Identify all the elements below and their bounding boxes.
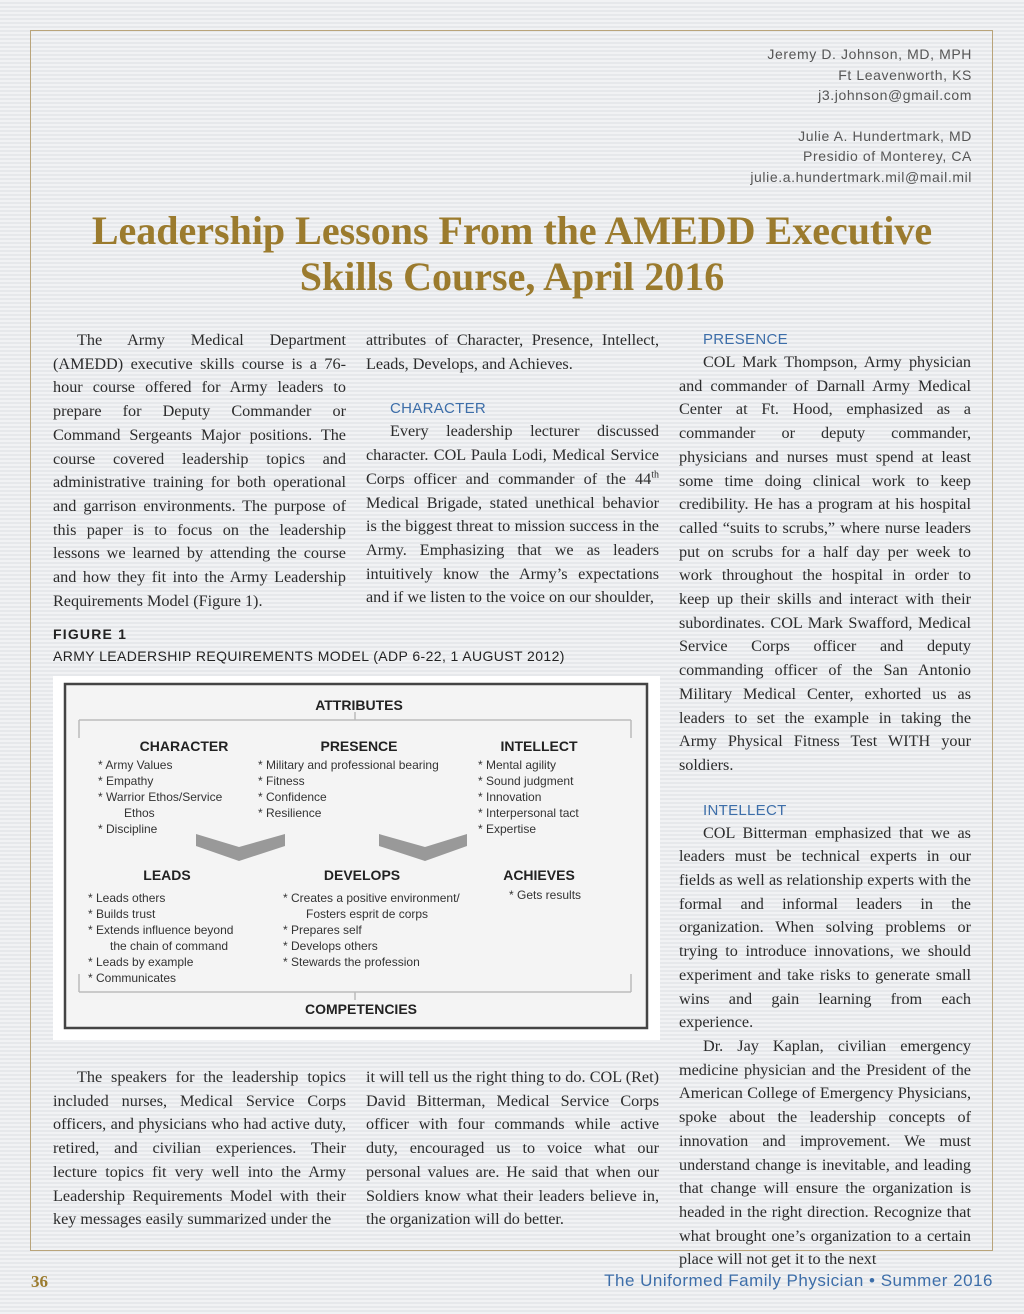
character-item: * Empathy (98, 774, 154, 788)
competencies-heading: COMPETENCIES (304, 1001, 418, 1017)
figure-caption: ARMY LEADERSHIP REQUIREMENTS MODEL (ADP 6-22, 1 AUGUST 2012) (53, 648, 565, 664)
section-heading-character: CHARACTER (390, 400, 487, 418)
article-title-line1: Leadership Lessons From the AMEDD Executive (91, 208, 933, 253)
article-title (40, 208, 984, 300)
paragraph: COL Mark Thompson, Army physician and commander of Darnall Army Medical Center at Ft. Hood, emphasized as a commander or deputy commander, physicians and nurses must spend at least some time doing clinical work to keep credibility. He has a program at his hospital called “suits to scrubs,” where nurse leaders put on scrubs for a half day per week to work throughout the hospital in order to keep up their skills and interact with their subordinates. COL Mark Swafford, Medical Service Corps officer and deputy commanding officer of the San Antonio Military Medical Center, exhorted us as leaders to set the example in taking the Army Physical Fitness Test WITH your soldiers. (679, 353, 971, 774)
figure-leadership-model (53, 676, 660, 1040)
develops-item: Fosters esprit de corps (306, 907, 429, 921)
presence-item: * Resilience (258, 806, 322, 820)
presence-heading: PRESENCE (320, 738, 398, 754)
page-number: 36 (31, 1272, 48, 1291)
character-heading: CHARACTER (139, 738, 229, 754)
author-block (572, 44, 972, 187)
author-email[interactable]: julie.a.hundertmark.mil@mail.mil (750, 168, 972, 185)
intellect-heading: INTELLECT (500, 738, 578, 754)
figure-diagram (53, 676, 660, 1040)
leads-item: * Leads by example (88, 955, 194, 969)
paragraph: it will tell us the right thing to do. COL (Ret) David Bitterman, Medical Service Corps officer with four commands while active duty, encouraged us to voice what our personal values are. He said that when our Soldiers know what their leaders believe in, the organization will do better. (366, 1068, 659, 1229)
character-item: * Warrior Ethos/Service (98, 790, 223, 804)
author-name: Jeremy D. Johnson, MD, MPH (767, 46, 972, 62)
develops-item: * Creates a positive environment/ (283, 891, 460, 905)
develops-item: * Prepares self (283, 923, 362, 937)
paragraph-text: Medical Brigade, stated unethical behavior is the biggest threat to mission success in the Army. Emphasizing that we as leaders intuitively know the Army’s expectations and if we listen to the voice on our shoulder, (366, 493, 659, 607)
paragraph: COL Bitterman emphasized that we as leaders must be technical experts in our fields as well as relationship experts with the formal and informal leaders in the organization. When solving problems or trying to introduce innovations, we should experiment and take risks to generate small wins and gain learning from each experience. (679, 823, 971, 1032)
intellect-item: * Expertise (478, 822, 537, 836)
paragraph: Dr. Jay Kaplan, civilian emergency medicine physician and the President of the American College of Emergency Physicians, spoke about the leadership concepts of innovation and improvement. We must understand change is inevitable, and leading that change will ensure the organization is headed in the right direction. Recognize that what brought one’s organization to a certain place will not get it to the next (679, 1036, 971, 1269)
paragraph: The Army Medical Department (AMEDD) executive skills course is a 76-hour course offered for Army leaders to prepare for Deputy Commander or Command Sergeants Major positions. The course covered leadership topics and administrative training for both operational and garrison environments. The purpose of this paper is to focus on the leadership lessons we learned by attending the course and how they fit into the Army Leadership Requirements Model (Figure 1). (53, 331, 346, 610)
section-heading-presence: PRESENCE (703, 331, 788, 348)
paragraph: attributes of Character, Presence, Intellect, Leads, Develops, and Achieves. (366, 331, 659, 373)
leads-item: the chain of command (110, 939, 229, 953)
develops-heading: DEVELOPS (323, 867, 401, 883)
column-1-top (53, 329, 346, 613)
develops-item: * Stewards the profession (283, 955, 420, 969)
intellect-item: * Interpersonal tact (478, 806, 579, 820)
character-item: Ethos (124, 806, 155, 820)
author-email[interactable]: j3.johnson@gmail.com (818, 87, 972, 103)
author-location: Ft Leavenworth, KS (838, 66, 972, 83)
article-title-line2: Skills Course, April 2016 (299, 254, 725, 299)
paragraph (366, 420, 659, 610)
intellect-item: * Sound judgment (478, 774, 574, 788)
intellect-item: * Mental agility (478, 758, 557, 772)
achieves-item: * Gets results (509, 888, 582, 902)
leads-item: * Builds trust (88, 907, 156, 921)
character-item: * Army Values (98, 758, 173, 772)
column-3 (679, 329, 971, 1272)
intellect-item: * Innovation (478, 790, 542, 804)
paragraph: The speakers for the leadership topics included nurses, Medical Service Corps officers, and physicians who had active duty, retired, and civilian experiences. Their lecture topics fit very well into the Army Leadership Requirements Model with their key messages easily summarized under the (53, 1068, 346, 1229)
leads-heading: LEADS (143, 867, 191, 883)
column-1-bottom (53, 1066, 346, 1232)
figure-label: FIGURE 1 (53, 626, 128, 642)
section-heading-intellect: INTELLECT (703, 801, 787, 819)
presence-item: * Fitness (258, 774, 305, 788)
leads-item: * Communicates (88, 971, 177, 985)
publication-name: The Uniformed Family Physician • Summer 2016 (604, 1271, 993, 1290)
develops-item: * Develops others (283, 939, 378, 953)
paragraph-text: Every leadership lecturer discussed character. COL Paula Lodi, Medical Service Corps officer and commander of the 44 (366, 422, 659, 488)
author-location: Presidio of Monterey, CA (803, 148, 972, 164)
character-item: * Discipline (98, 822, 158, 836)
column-2-bottom (366, 1066, 659, 1232)
leads-item: * Leads others (88, 891, 166, 905)
presence-item: * Military and professional bearing (258, 758, 439, 772)
column-2-top (366, 329, 659, 610)
author-name: Julie A. Hundertmark, MD (798, 127, 972, 144)
attributes-heading: ATTRIBUTES (315, 697, 403, 713)
presence-item: * Confidence (258, 790, 327, 804)
superscript: th (651, 469, 659, 481)
achieves-heading: ACHIEVES (503, 867, 575, 883)
leads-item: * Extends influence beyond (88, 923, 234, 937)
